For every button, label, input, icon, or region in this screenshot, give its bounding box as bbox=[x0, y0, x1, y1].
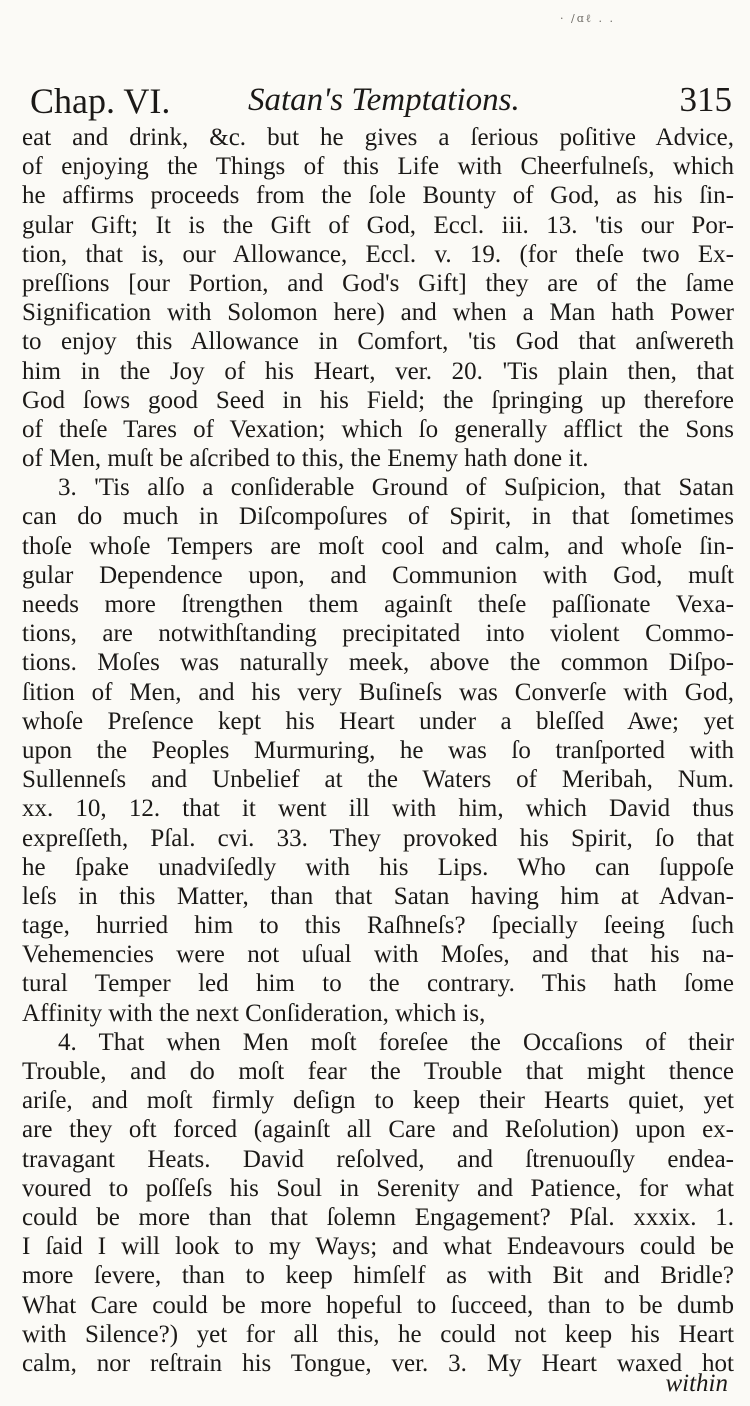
text-line: Vehemencies were not uſual with Moſes, and that his na- bbox=[22, 941, 734, 969]
text-line: Affinity with the next Conſideration, which is, bbox=[22, 999, 486, 1027]
text-line: ſition of Men, and his very Buſineſs was Converſe with God, bbox=[22, 678, 734, 706]
text-line: tage, hurried him to this Raſhneſs? ſpecially ſeeing ſuch bbox=[22, 912, 734, 940]
page-speck-marks: · ∕ɑℓ . . bbox=[560, 12, 615, 25]
text-line: upon the Peoples Murmuring, he was ſo tranſported with bbox=[22, 736, 734, 764]
body-text bbox=[22, 123, 734, 1378]
text-line: tions. Moſes was naturally meek, above the common Diſpo- bbox=[22, 649, 734, 677]
text-line: could be more than that ſolemn Engagement? Pſal. xxxix. 1. bbox=[22, 1203, 734, 1231]
text-line: 3. 'Tis alſo a conſiderable Ground of Suſpicion, that Satan bbox=[58, 474, 734, 502]
text-line: Trouble, and do moſt fear the Trouble that might thence bbox=[22, 1058, 734, 1085]
page-number: 315 bbox=[679, 80, 732, 119]
text-line: tion, that is, our Allowance, Eccl. v. 19. (for theſe two Ex- bbox=[22, 240, 734, 268]
text-line: calm, nor reſtrain his Tongue, ver. 3. My Heart waxed hot bbox=[22, 1349, 734, 1377]
text-line: expreſſeth, Pſal. cvi. 33. They provoked his Spirit, ſo that bbox=[22, 824, 734, 852]
text-line: needs more ſtrengthen them againſt theſe paſſionate Vexa- bbox=[22, 591, 734, 618]
text-line: him in the Joy of his Heart, ver. 20. 'Tis plain then, that bbox=[22, 357, 734, 385]
catchword: within bbox=[665, 1370, 728, 1397]
running-title: Satan's Temptations. bbox=[248, 82, 520, 118]
text-line: of enjoying the Things of this Life with Cheerfulneſs, which bbox=[22, 153, 734, 181]
text-line: What Care could be more hopeful to ſucceed, than to be dumb bbox=[22, 1291, 734, 1319]
text-line: of theſe Tares of Vexation; which ſo generally afflict the Sons bbox=[22, 415, 734, 443]
text-line: he ſpake unadviſedly with his Lips. Who can ſuppoſe bbox=[22, 853, 734, 881]
text-line: eat and drink, &c. but he gives a ſerious poſitive Advice, bbox=[22, 124, 734, 151]
text-line: can do much in Diſcompoſures of Spirit, in that ſometimes bbox=[22, 503, 734, 531]
text-line: I ſaid I will look to my Ways; and what Endeavours could be bbox=[22, 1233, 734, 1261]
text-line: 4. That when Men moſt foreſee the Occaſions of their bbox=[58, 1028, 734, 1056]
text-line: Signification with Solomon here) and when a Man hath Power bbox=[22, 299, 734, 327]
text-line: ariſe, and moſt firmly deſign to keep their Hearts quiet, yet bbox=[22, 1087, 734, 1115]
running-header bbox=[30, 80, 732, 124]
text-line: gular Gift; It is the Gift of God, Eccl. iii. 13. 'tis our Por- bbox=[22, 211, 734, 239]
text-line: preſſions [our Portion, and God's Gift] they are of the ſame bbox=[22, 269, 734, 297]
text-line: xx. 10, 12. that it went ill with him, which David thus bbox=[22, 795, 734, 823]
chapter-label: Chap. VI. bbox=[30, 81, 171, 121]
text-line: whoſe Preſence kept his Heart under a bleſſed Awe; yet bbox=[22, 707, 734, 735]
text-line: with Silence?) yet for all this, he could not keep his Heart bbox=[22, 1320, 734, 1348]
text-line: tions, are notwithſtanding precipitated into violent Commo- bbox=[22, 620, 734, 648]
text-line: of Men, muſt be aſcribed to this, the Enemy hath done it. bbox=[22, 445, 589, 473]
text-line: more ſevere, than to keep himſelf as with Bit and Bridle? bbox=[22, 1262, 734, 1290]
text-line: tural Temper led him to the contrary. This hath ſome bbox=[22, 970, 734, 998]
text-line: leſs in this Matter, than that Satan having him at Advan- bbox=[22, 882, 734, 910]
text-line: gular Dependence upon, and Communion with God, muſt bbox=[22, 561, 734, 589]
text-line: are they oft forced (againſt all Care and Reſolution) upon ex- bbox=[22, 1116, 734, 1144]
text-line: God ſows good Seed in his Field; the ſpringing up therefore bbox=[22, 386, 734, 414]
text-line: Sullenneſs and Unbelief at the Waters of Meribah, Num. bbox=[22, 766, 734, 794]
text-line: to enjoy this Allowance in Comfort, 'tis God that anſwereth bbox=[22, 328, 734, 356]
text-line: voured to poſſeſs his Soul in Serenity and Patience, for what bbox=[22, 1174, 734, 1202]
text-line: he affirms proceeds from the ſole Bounty of God, as his ſin- bbox=[22, 182, 734, 210]
text-line: travagant Heats. David reſolved, and ſtrenuouſly endea- bbox=[22, 1145, 734, 1173]
text-line: thoſe whoſe Tempers are moſt cool and calm, and whoſe ſin- bbox=[22, 532, 734, 560]
